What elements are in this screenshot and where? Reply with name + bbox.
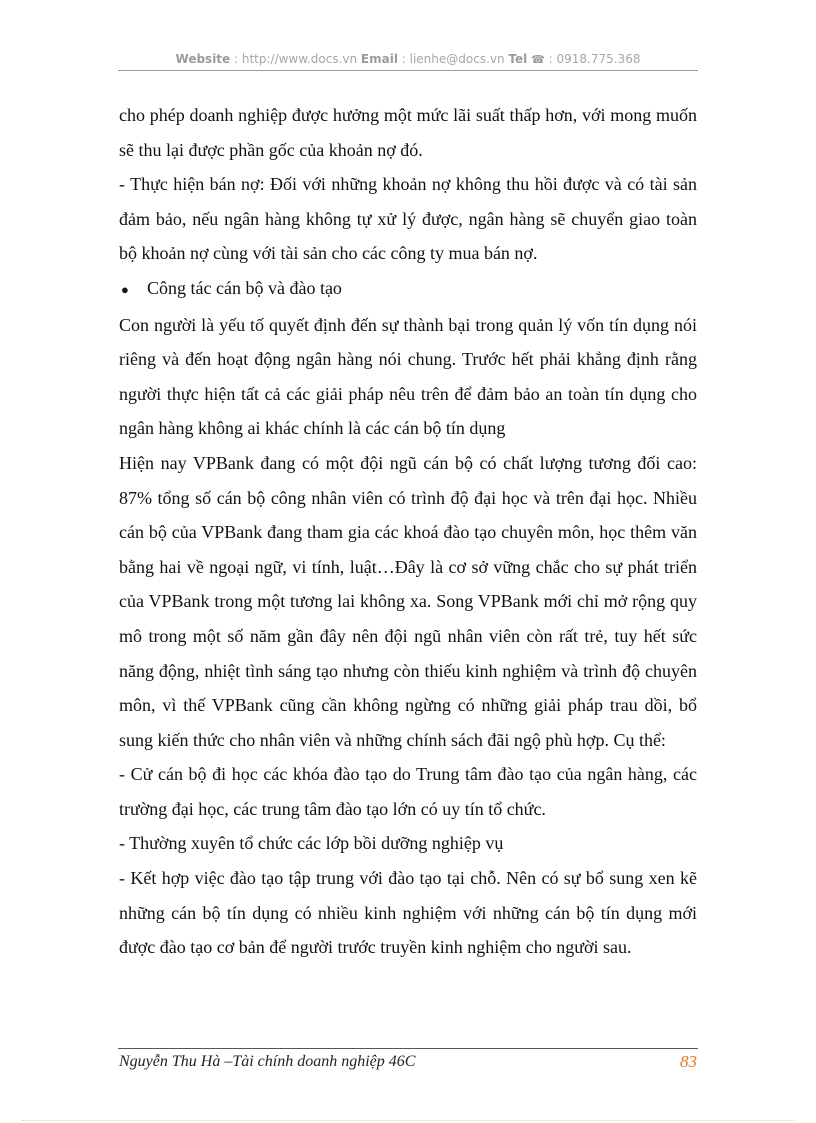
header-divider [118, 70, 698, 71]
page-number: 83 [680, 1052, 697, 1071]
list-item-send-staff-training: - Cử cán bộ đi học các khóa đào tạo do Trung tâm đào tạo của ngân hàng, các trường đại học, các trung tâm đào tạo lớn có uy tín tổ chức. [119, 764, 697, 819]
website-label: Website [175, 52, 231, 66]
email-label: Email [360, 52, 398, 66]
list-item-combined-training: - Kết hợp việc đào tạo tập trung với đào tạo tại chỗ. Nên có sự bổ sung xen kẽ những cán bộ tín dụng có nhiều kinh nghiệm với những cán bộ tín dụng mới được đào tạo cơ bản để người trước truyền kinh nghiệm cho người sau. [119, 868, 697, 958]
footer-author: Nguyễn Thu Hà –Tài chính doanh nghiệp 46C [119, 1053, 416, 1070]
footer-divider [118, 1048, 698, 1049]
website-value: : http://www.docs.vn [230, 52, 361, 66]
page-body [119, 98, 697, 965]
phone-icon: ☎ [531, 53, 545, 66]
paragraph-debt-sale: - Thực hiện bán nợ: Đối với những khoản nợ không thu hồi được và có tài sản đảm bảo, nếu ngân hàng không tự xử lý được, ngân hàng sẽ chuyển giao toàn bộ khoản nợ cùng với tài sản cho các công ty mua bán nợ. [119, 174, 697, 264]
bullet-icon: ● [121, 281, 129, 297]
list-item-regular-courses: - Thường xuyên tổ chức các lớp bồi dưỡng nghiệp vụ [119, 833, 504, 854]
email-value: : lienhe@docs.vn [397, 52, 509, 66]
paragraph-human-factor: Con người là yếu tố quyết định đến sự thành bại trong quản lý vốn tín dụng nói riêng và đến hoạt động ngân hàng nói chung. Trước hết phải khẳng định rằng người thực hiện tất cả các giải pháp nêu trên để đảm bảo an toàn tín dụng cho ngân hàng không ai khác chính là các cán bộ tín dụng [119, 314, 697, 439]
page-edge-divider [22, 1120, 794, 1121]
tel-value: : 0918.775.368 [548, 52, 641, 66]
page-header [118, 51, 698, 68]
paragraph-loan-interest: cho phép doanh nghiệp được hưởng một mức lãi suất thấp hơn, với mong muốn sẽ thu lại được phần gốc của khoản nợ đó. [119, 105, 697, 160]
paragraph-vpbank-staff: Hiện nay VPBank đang có một đội ngũ cán bộ có chất lượng tương đối cao: 87% tổng số cán bộ công nhân viên có trình độ đại học và trên đại học. Nhiều cán bộ của VPBank đang tham gia các khoá đào tạo chuyên môn, học thêm văn bằng hai về ngoại ngữ, vi tính, luật…Đây là cơ sở vững chắc cho sự phát triển của VPBank trong một tương lai không xa. Song VPBank mới chỉ mở rộng quy mô trong một số năm gần đây nên đội ngũ nhân viên còn rất trẻ, tuy hết sức năng động, nhiệt tình sáng tạo nhưng còn thiếu kinh nghiệm và trình độ chuyên môn, vì thế VPBank cũng cần không ngừng có những giải pháp trau dồi, bổ sung kiến thức cho nhân viên và những chính sách đãi ngộ phù hợp. Cụ thể: [119, 452, 697, 750]
section-heading-staff-training [119, 271, 697, 308]
section-heading-text: Công tác cán bộ và đào tạo [147, 277, 342, 298]
tel-label: Tel [508, 52, 528, 66]
